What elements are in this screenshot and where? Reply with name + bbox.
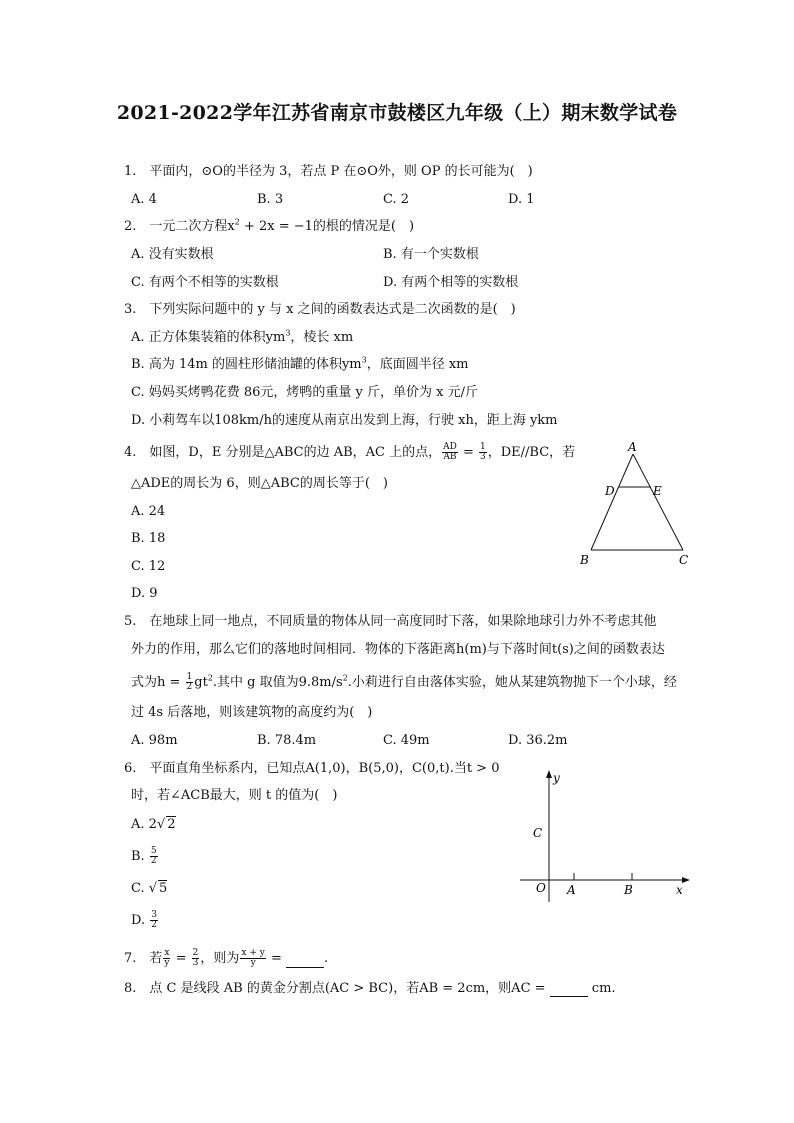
- label-d: D: [605, 484, 615, 498]
- question-3-option-a: A. 正方体集装箱的体积$ym^3$，棱长 xm: [131, 328, 354, 345]
- question-1-option-d: D. 1: [508, 192, 535, 207]
- label-b: B: [580, 553, 589, 567]
- label-x: x: [676, 883, 683, 897]
- ad-ab-fraction: $\frac{AD}{AB}$: [443, 442, 457, 462]
- question-8: 8. 点 C 是线段 AB 的黄金分割点(AC > BC)，若AB = 2cm，则AC = cm.: [124, 981, 616, 996]
- question-4-stem-line2: △ADE的周长为 6，则△ABC的周长等于( ): [131, 476, 388, 491]
- question-5-line4: 过 4s 后落地，则该建筑物的高度约为( ): [131, 705, 373, 720]
- question-4-option-a: A. 24: [131, 504, 166, 519]
- question-2-option-d: D. 有两个相等的实数根: [383, 275, 519, 290]
- question-2-option-b: B. 有一个实数根: [383, 247, 479, 262]
- question-5-line2: 外力的作用，那么它们的落地时间相同．物体的下落距离h(m)与下落时间t(s)之间的函数表达: [131, 642, 665, 657]
- question-1-option-b: B. 3: [257, 192, 284, 207]
- coordinate-figure: [516, 770, 696, 910]
- answer-blank[interactable]: [550, 984, 588, 997]
- question-6-line2: 时，若∠ACB最大，则 t 的值为( ): [131, 788, 338, 803]
- label-c: C: [533, 826, 543, 840]
- question-3-stem: 3. 下列实际问题中的 y 与 x 之间的函数表达式是二次函数的是( ): [124, 302, 516, 317]
- label-y: y: [553, 771, 560, 785]
- question-1-option-c: C. 2: [383, 192, 410, 207]
- question-2-option-c: C. 有两个不相等的实数根: [131, 275, 279, 290]
- question-5-line3: 式为h = $\frac{1}{2}$ $gt^2$.其中 g 取值为$9.8m/s^2$.小莉进行自由落体实验，她从某建筑物抛下一个小球，经: [131, 672, 677, 692]
- x-axis-arrow-icon: [682, 877, 690, 883]
- question-4-option-d: D. 9: [131, 586, 158, 601]
- page-title: 2021-2022学年江苏省南京市鼓楼区九年级（上）期末数学试卷: [116, 102, 678, 124]
- triangle-side-ab: [591, 454, 633, 550]
- question-4-option-c: C. 12: [131, 559, 166, 574]
- answer-blank[interactable]: [286, 955, 324, 968]
- question-5-option-b: B. 78.4m: [257, 733, 317, 748]
- label-e: E: [653, 484, 662, 498]
- question-1-option-a: A. 4: [131, 192, 157, 207]
- question-1-stem: 1. 平面内，⊙O的半径为 3，若点 P 在⊙O外，则 OP 的长可能为( ): [124, 164, 533, 179]
- question-6-option-c: C. √ 5: [131, 881, 168, 896]
- triangle-side-ac: [633, 454, 683, 550]
- question-3-option-b: B. 高为 14m 的圆柱形储油罐的体积$ym^3$，底面圆半径 xm: [131, 355, 469, 372]
- question-4-option-b: B. 18: [131, 531, 166, 546]
- question-6-option-d: D. $\frac{3}{2}$: [131, 910, 157, 930]
- question-3-option-d: D. 小莉驾车以108km/h的速度从南京出发到上海，行驶 xh，距上海 ykm: [131, 413, 558, 428]
- question-2-option-a: A. 没有实数根: [131, 247, 214, 262]
- question-5-option-d: D. 36.2m: [508, 733, 568, 748]
- question-6-option-b: B. $\frac{5}{2}$: [131, 846, 157, 866]
- question-5-line1: 5. 在地球上同一地点，不同质量的物体从同一高度同时下落，如果除地球引力外不考虑其他: [124, 614, 657, 629]
- label-o: O: [536, 881, 546, 895]
- question-2-stem: 2. 一元二次方程$x^2 + 2x = -1$的根的情况是( ): [124, 217, 415, 234]
- label-b: B: [624, 883, 633, 897]
- triangle-figure: [570, 440, 700, 575]
- question-6-option-a: A. 2√ 2: [131, 817, 176, 832]
- question-5-option-c: C. 49m: [383, 733, 430, 748]
- question-5-option-a: A. 98m: [131, 733, 178, 748]
- question-3-option-c: C. 妈妈买烤鸭花费 86元，烤鸭的重量 y 斤，单价为 x 元/斤: [131, 385, 479, 400]
- y-axis-arrow-icon: [546, 770, 552, 778]
- label-a: A: [628, 440, 637, 454]
- question-4-stem: 4. 如图，D，E 分别是△ABC的边 AB，AC 上的点， $\frac{AD}{AB}$ = $\frac{1}{3}$ ，DE//BC，若: [124, 442, 576, 462]
- label-c: C: [679, 553, 689, 567]
- question-6-line1: 6. 平面直角坐标系内，已知点A(1,0)，B(5,0)，C(0,t).当t > 0: [124, 761, 500, 776]
- one-third-fraction: $\frac{1}{3}$: [480, 442, 486, 462]
- label-a: A: [567, 883, 576, 897]
- question-7: 7. 若 $\frac{x}{y}$ = $\frac{2}{3}$ ，则为 $\frac{x + y}{y}$ = .: [124, 948, 329, 968]
